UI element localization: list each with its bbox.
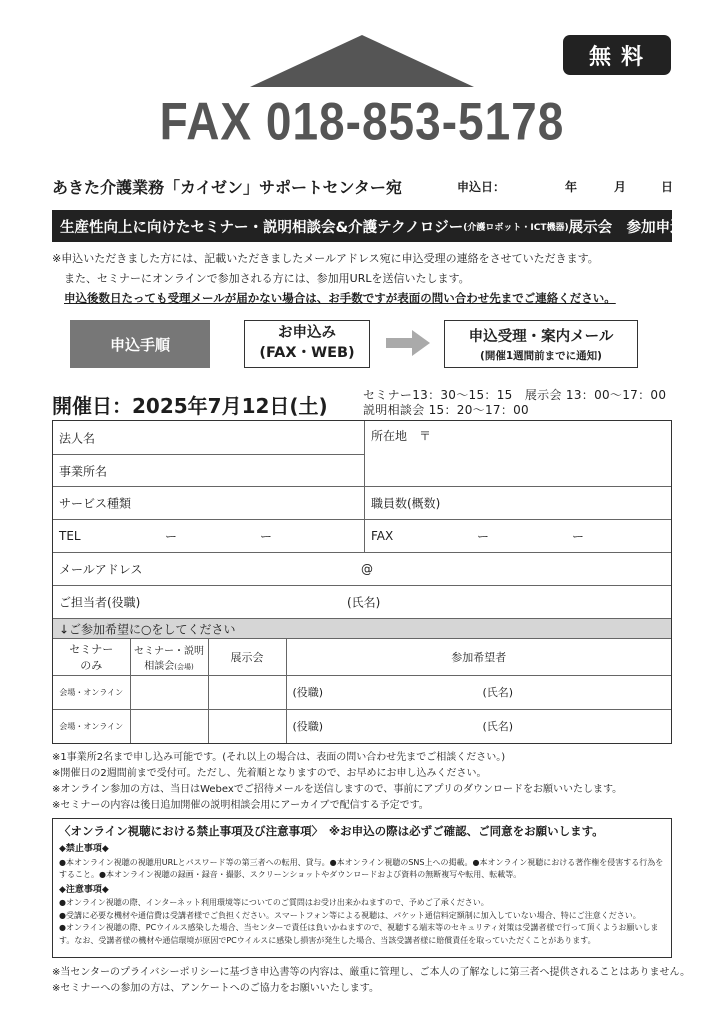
participant-info-field[interactable] — [286, 675, 671, 709]
tel-dash-1: ー — [165, 529, 178, 544]
col-exhibit: 展示会 — [208, 639, 286, 675]
service-type-label: サービス種類 — [59, 496, 132, 511]
procedure-step-confirmation — [444, 320, 638, 368]
office-name-label: 事業所名 — [59, 464, 108, 478]
arrow-right-icon — [386, 330, 430, 356]
step3-sub: (開催1週間前までに通知) — [480, 350, 602, 362]
application-date-label: 申込日： — [457, 180, 506, 194]
form-row-corp — [53, 421, 671, 487]
venue-online-choice[interactable]: 会場・オンライン — [53, 675, 130, 709]
addressee: あきた介護業務「カイゼン」サポートセンター宛 — [52, 178, 402, 197]
participation-instruction: ↓ご参加希望に○をしてください — [59, 622, 236, 636]
exhibit-choice[interactable] — [208, 709, 286, 743]
tel-field[interactable] — [53, 520, 364, 552]
contact-name-label: (氏名) — [347, 595, 381, 610]
participant-role-label: (役職) — [292, 686, 324, 699]
caution-2: ●受講に必要な機材や通信費は受講者様でご負担ください。スマートフォン等による視聴は、パケット通信料定額制に加入していない場合、特にご注意ください。 — [59, 910, 641, 920]
contact-person-field[interactable] — [53, 586, 671, 619]
participant-role-label: (役職) — [292, 720, 324, 734]
footnote-1: ※1事業所2名まで申し込み可能です。(それ以上の場合は、表面の問い合わせ先までご相談ください。) — [52, 752, 506, 763]
footnote-2: ※開催日の2週間前まで受付可。ただし、先着順となりますので、お早めにお申し込みください。 — [52, 768, 487, 779]
col-seminar-consult — [130, 639, 208, 675]
date-year-field[interactable]: 年 — [565, 180, 578, 194]
office-name-field[interactable] — [53, 454, 364, 487]
fax-dash-2: ー — [572, 529, 585, 544]
date-day-field[interactable]: 日 — [661, 180, 674, 194]
caution-1: ●オンライン視聴の際、インターネット利用環境等についてのご質問はお受け出来かねますので、予めご了承ください。 — [59, 898, 489, 908]
note-line-3: 申込後数日たっても受理メールが届かない場合は、お手数ですが表面の問い合わせ先までご連絡ください。 — [64, 291, 616, 305]
schedule-line-1: セミナー13：30～15：15 展示会 13：00～17：00 — [363, 388, 667, 402]
seminar-consult-choice[interactable] — [130, 675, 208, 709]
participant-name-label: (氏名) — [482, 686, 514, 699]
participation-table-row — [53, 639, 671, 743]
note-line-2: また、セミナーにオンラインで参加される方には、参加用URLを送信いたします。 — [64, 272, 470, 285]
col-participants: 参加希望者 — [286, 639, 671, 675]
seminar-consult-choice[interactable] — [130, 709, 208, 743]
exhibit-choice[interactable] — [208, 675, 286, 709]
prohibited-text: ●本オンライン視聴の視聴用URLとパスワード等の第三者への転用、貸与。●本オンライン視聴のSNS上への掲載。●本オンライン視聴における著作権を侵害する行為をすること。●本オンライン視聴の録画・録音・撮影、スクリーンショットやダウンロードおよび資料の無断複写や転用、転載等。 — [59, 857, 664, 880]
footnote-3: ※オンライン参加の方は、当日はWebexでご招待メールを送信しますので、事前にアプリのダウンロードをお願いいたします。 — [52, 784, 623, 795]
email-at-sign: @ — [361, 562, 373, 576]
banner-title-main: 生産性向上に向けたセミナー・説明相談会&介護テクノロジー — [60, 219, 464, 236]
prohibited-title: ◆禁止事項◆ — [59, 843, 109, 854]
contact-title-label: ご担当者(役職) — [59, 595, 141, 610]
service-type-field[interactable] — [53, 487, 364, 519]
application-form — [52, 420, 672, 744]
participation-table — [53, 639, 671, 743]
participant-row — [53, 675, 671, 709]
caution-title: ◆注意事項◆ — [59, 884, 109, 895]
date-month-field[interactable]: 月 — [614, 180, 627, 194]
col-seminar-consult-line2: 相談会 — [144, 660, 175, 672]
schedule-line-2: 説明相談会 15：20～17：00 — [363, 403, 529, 417]
tel-label: TEL — [59, 529, 81, 543]
staff-count-field[interactable] — [365, 487, 671, 519]
location-field[interactable] — [365, 421, 671, 486]
online-terms-heading: 〈オンライン視聴における禁止事項及び注意事項〉 ※お申込の際は必ずご確認、ご同意をお願いします。 — [59, 824, 604, 838]
step2-line2: (FAX・WEB) — [259, 345, 355, 361]
form-row-tel-fax — [53, 520, 671, 553]
col-seminar-consult-small: (会場) — [174, 662, 194, 671]
tel-dash-2: ー — [260, 529, 273, 544]
email-field[interactable] — [53, 553, 671, 586]
note-line-1: ※申込いただきました方には、記載いただきましたメールアドレス宛に申込受理の連絡をさせていただきます。 — [52, 252, 599, 265]
col-seminar-only-line1: セミナー — [69, 642, 114, 656]
step3-main: 申込受理・案内メール — [468, 329, 614, 345]
participation-header-row — [53, 639, 671, 675]
corp-name-label: 法人名 — [59, 431, 96, 445]
procedure-step-label — [70, 320, 210, 368]
banner-title-small: (介護ロボット・ICT機器) — [463, 222, 569, 233]
fax-number-title: FAX 018-853-5178 — [159, 91, 565, 151]
fax-label: FAX — [371, 529, 394, 543]
banner-title-end: 展示会 参加申込書 — [568, 219, 700, 236]
staff-count-label: 職員数(概数) — [371, 496, 441, 511]
col-seminar-only — [53, 639, 130, 675]
privacy-note: ※当センターのプライバシーポリシーに基づき申込書等の内容は、厳重に管理し、ご本人の了解なしに第三者へ提供されることはありません。 — [52, 967, 691, 978]
venue-online-choice[interactable]: 会場・オンライン — [53, 709, 130, 743]
survey-note: ※セミナーへの参加の方は、アンケートへのご協力をお願いいたします。 — [52, 983, 379, 994]
event-date: 開催日：2025年7月12日(土) — [52, 394, 328, 418]
participation-instruction-row — [53, 619, 671, 639]
participant-row — [53, 709, 671, 743]
col-seminar-consult-line1: セミナー・説明 — [134, 645, 204, 657]
form-title-banner — [52, 210, 700, 242]
step1-text: 申込手順 — [109, 335, 170, 354]
footnote-4: ※セミナーの内容は後日追加開催の説明相談会用にアーカイブで配信する予定です。 — [52, 800, 429, 811]
col-seminar-only-line2: のみ — [80, 658, 103, 672]
fax-dash-1: ー — [477, 529, 490, 544]
location-label: 所在地 〒 — [371, 429, 432, 443]
online-viewing-terms — [52, 818, 672, 958]
participant-name-label: (氏名) — [482, 720, 514, 734]
email-label: メールアドレス — [59, 562, 143, 577]
fax-field[interactable] — [365, 520, 671, 552]
corp-name-field[interactable] — [53, 421, 364, 455]
free-badge: 無料 — [563, 35, 671, 75]
roof-triangle-decoration — [250, 35, 474, 87]
participant-info-field[interactable] — [286, 709, 671, 743]
caution-3: ●オンライン視聴の際、PCウイルス感染した場合、当センターで責任は負いかねますので、視聴する端末等のセキュリティ対策は受講者様で行って頂くようお願いします。なお、受講者様の機材や通信環境が原因でPCウイルスに感染し損害が発生した場合、当該受講者様に賠償責任を取っていただくことがあります。 — [59, 923, 659, 945]
step2-line1: お申込み — [278, 325, 336, 342]
procedure-step-apply — [244, 320, 370, 368]
form-row-service — [53, 487, 671, 520]
